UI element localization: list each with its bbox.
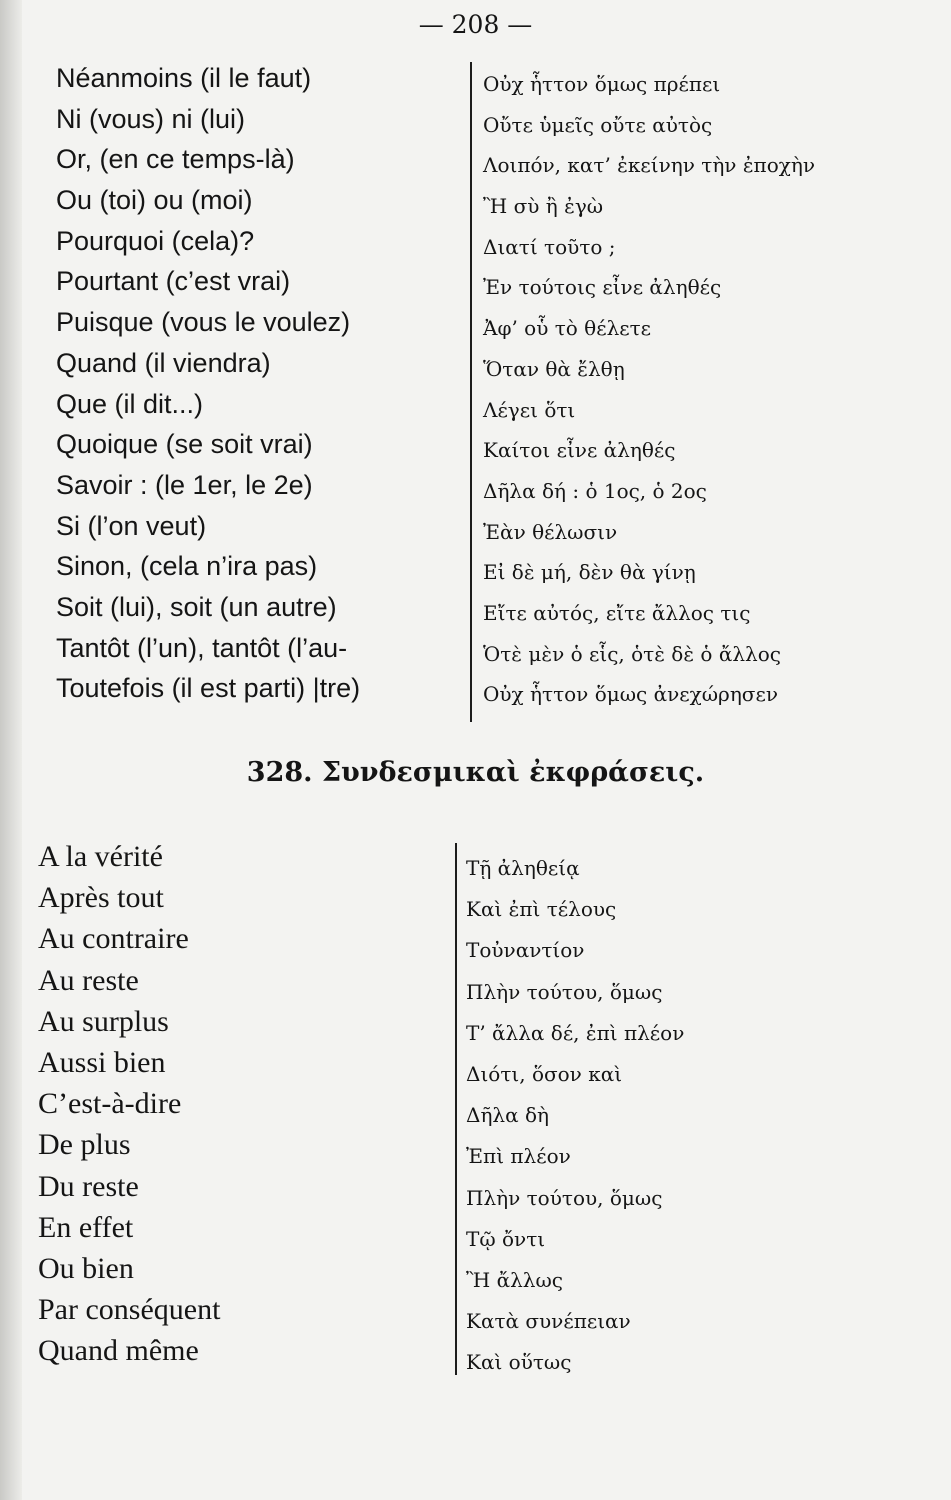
greek-translation: Δῆλα δὴ — [466, 1103, 549, 1128]
french-expression: Aussi bien — [38, 1045, 166, 1079]
french-expression: Après tout — [38, 881, 164, 915]
greek-translation: Διότι, ὅσον καὶ — [466, 1061, 623, 1086]
greek-translation: Τοὐναντίον — [466, 938, 585, 963]
greek-translations-list-1 — [483, 64, 815, 715]
greek-translation: Ὁτὲ μὲν ὁ εἷς, ὁτὲ δὲ ὁ ἄλλος — [483, 641, 781, 666]
greek-translation: Εἰ δὲ μή, δὲν θὰ γίνῃ — [483, 560, 696, 585]
french-expressions-list-1 — [56, 58, 360, 709]
french-expression: Puisque (vous le voulez) — [56, 307, 351, 338]
greek-translation: Οὐχ ἧττον ὅμως πρέπει — [483, 72, 721, 96]
french-expression: Ou bien — [38, 1251, 134, 1285]
greek-translation: Καίτοι εἶνε ἀληθές — [483, 438, 676, 463]
greek-translation: Πλὴν τούτου, ὅμως — [466, 1185, 663, 1210]
greek-translation: Οὔτε ὑμεῖς οὔτε αὐτὸς — [483, 112, 713, 137]
french-expression: Tantôt (l’un), tantôt (l’au- — [56, 632, 348, 663]
greek-translation: Ἐπὶ πλέον — [466, 1144, 571, 1169]
french-expression: Du reste — [38, 1169, 139, 1203]
french-expression: Au reste — [38, 963, 139, 997]
french-expression: Quand (il viendra) — [56, 347, 271, 378]
page-number: — 208 — — [418, 10, 533, 39]
french-expression: Soit (lui), soit (un autre) — [56, 591, 337, 622]
french-expression: Néanmoins (il le faut) — [56, 63, 312, 93]
greek-translation: Πλὴν τούτου, ὅμως — [466, 979, 663, 1004]
french-expression: Sinon, (cela n’ira pas) — [56, 551, 318, 582]
greek-translation: Καὶ ἐπὶ τέλους — [466, 897, 617, 922]
french-expression: Or, (en ce temps-là) — [56, 144, 295, 175]
french-expression: De plus — [38, 1128, 131, 1162]
french-expression: Pourtant (c’est vrai) — [56, 266, 291, 297]
column-divider — [470, 62, 472, 722]
french-expression: Savoir : (le 1er, le 2e) — [56, 469, 313, 500]
french-expression: C’est-à-dire — [38, 1087, 182, 1121]
french-expression: En effet — [38, 1210, 134, 1244]
greek-translation: Κατὰ συνέπειαν — [466, 1309, 631, 1334]
greek-translation: Ὅταν θὰ ἔλθῃ — [483, 356, 625, 381]
french-expression: Ni (vous) ni (lui) — [56, 103, 246, 134]
greek-translation: Δῆλα δή : ὁ 1ος, ὁ 2ος — [483, 478, 707, 503]
french-expression: Quoique (se soit vrai) — [56, 429, 313, 460]
french-expression: Quand même — [38, 1334, 199, 1368]
page-edge — [0, 0, 22, 1500]
greek-translation: Τῷ ὄντι — [466, 1226, 546, 1251]
french-expression: Au contraire — [38, 922, 189, 956]
french-expression: Ou (toi) ou (moi) — [56, 185, 253, 216]
greek-translations-list-2 — [466, 848, 684, 1383]
french-expression: Si (l’on veut) — [56, 510, 207, 541]
french-expressions-list-2 — [38, 836, 220, 1371]
greek-translation: Ἀφ’ οὗ τὸ θέλετε — [483, 316, 652, 341]
greek-translation: Καὶ οὕτως — [466, 1350, 572, 1375]
greek-translation: Ἢ ἄλλως — [466, 1267, 563, 1292]
greek-translation: Ἢ σὺ ἢ ἐγὼ — [483, 194, 604, 219]
french-expression: Par conséquent — [38, 1293, 221, 1327]
french-expression: Que (il dit...) — [56, 388, 204, 419]
greek-translation: Λέγει ὅτι — [483, 397, 576, 422]
greek-translation: Τ’ ἄλλα δέ, ἐπὶ πλέον — [466, 1020, 685, 1045]
greek-translation: Ἐὰν θέλωσιν — [483, 519, 618, 544]
french-expression: Pourquoi (cela)? — [56, 225, 255, 256]
greek-translation: Εἴτε αὐτός, εἴτε ἄλλος τις — [483, 600, 751, 625]
section-heading: 328. Συνδεσμικαὶ ἐκφράσεις. — [246, 757, 705, 788]
french-expression: Toutefois (il est parti) |tre) — [56, 673, 361, 704]
greek-translation: Λοιπόν, κατ’ ἐκείνην τὴν ἐποχὴν — [483, 153, 816, 178]
greek-translation: Ἐν τούτοις εἶνε ἀληθές — [483, 275, 722, 300]
column-divider — [455, 843, 457, 1375]
greek-translation: Τῇ ἀληθείᾳ — [466, 856, 580, 880]
greek-translation: Οὐχ ἧττον ὅμως ἀνεχώρησεν — [483, 682, 778, 707]
greek-translation: Διατί τοῦτο ; — [483, 234, 616, 259]
french-expression: A la vérité — [38, 840, 163, 873]
french-expression: Au surplus — [38, 1004, 169, 1038]
